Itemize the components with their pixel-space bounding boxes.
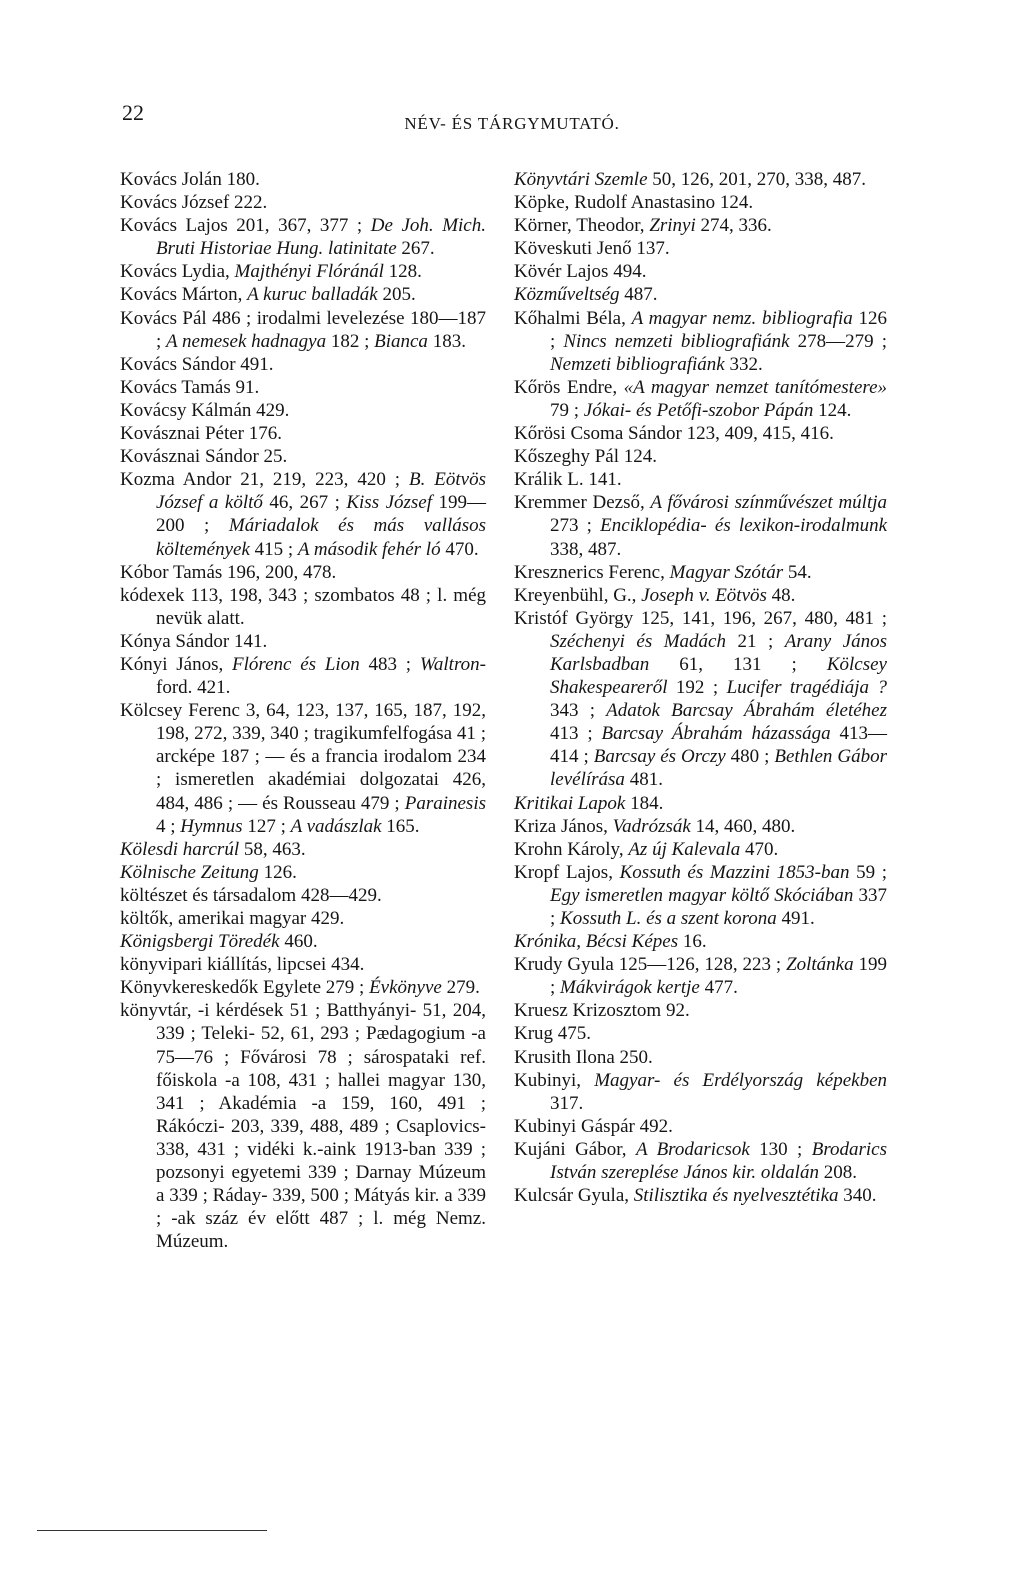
index-entry [514,861,887,930]
entry-text: Kubinyi Gáspár 492. [514,1115,673,1137]
entry-text: 205. [377,284,416,306]
entry-title-text: Nincs nemzeti bibliografiánk [563,330,790,352]
entry-title-text: Zoltánka [786,954,854,976]
entry-title-text: Joseph v. Eötvös [641,584,767,606]
entry-title-text: Könyvtári Szemle [514,169,648,190]
entry-title-text: Kiss József [346,492,432,514]
entry-text: Kujáni Gábor, [514,1138,636,1160]
entry-title-text: Jókai- és Petőfi-szobor Pápán [583,399,814,421]
entry-title-text: A nemesek hadnagya [166,330,327,352]
entry-text: Kövér Lajos 494. [514,261,647,283]
index-entry [120,838,486,861]
entry-text: 267. [396,238,435,260]
entry-text: 199—200 ; [156,492,486,537]
entry-title-text: Mákvirágok kertje [560,977,700,999]
index-entry [120,861,486,884]
index-entry [514,237,887,260]
entry-text: Kőhalmi Béla, [514,307,632,329]
entry-text: Kubinyi, [514,1069,595,1091]
entry-title-text: Kölcsey Shakespeareről [550,653,887,699]
entry-title-text: Arany János Karlsbadban [550,630,888,675]
entry-title-text: Kossuth és Mazzini 1853-ban [619,861,850,883]
index-entry [120,399,486,422]
index-entry [514,1046,887,1069]
index-entry [120,283,486,306]
entry-title-text: Stilisztika és nyelvesztétika [633,1185,839,1207]
entry-text: 21 ; [725,630,785,652]
entry-text: 477. [699,977,738,999]
index-entry [120,445,486,468]
index-entry [120,191,486,214]
entry-text: Kresznerics Ferenc, [514,561,670,583]
entry-text: 470. [440,538,479,560]
entry-text: Kőrösi Csoma Sándor 123, 409, 415, 416. [514,423,834,445]
entry-text: 61, 131 ; [649,653,827,675]
index-entry [514,376,887,422]
entry-text: Kovács Sándor 491. [120,353,274,375]
entry-text: 184. [625,792,664,814]
entry-text: Köpke, Rudolf Anastasino 124. [514,192,754,214]
index-entry [120,376,486,399]
entry-text: 54. [783,561,812,583]
entry-text: 50, 126, 201, 270, 338, 487. [647,169,867,190]
index-entry [120,653,486,699]
entry-text: Kreyenbühl, G., [514,584,642,606]
index-entry [514,307,887,376]
footer-rule [37,1530,267,1531]
entry-text: 199 ; [550,954,888,999]
index-entry [514,422,887,445]
entry-text: Kovács Lydia, [120,261,235,283]
entry-text: 208. [818,1162,857,1184]
entry-text: 48. [766,584,796,606]
entry-title-text: A második fehér ló [297,538,441,560]
entry-title-text: Parainesis [404,792,486,814]
entry-text: 279. [441,977,480,999]
entry-text: 487. [619,284,658,306]
entry-text: Kölcsey Ferenc 3, 64, 123, 137, 165, 187, 192, 198, 272, 339, 340 ; tragikumfelfogása 41 ; arcképe 187 ; — és a francia irodalom 234 ; ismeretlen akadémiai dolgozatai 426, 484, 486 ; — és Rousseau 479 ; [120,700,486,814]
entry-text: 124. [813,399,852,421]
entry-text: Kovács Jolán 180. [120,169,260,190]
entry-text: Krohn Károly, [514,838,629,860]
entry-text: 59 ; [849,861,888,883]
entry-title-text: Flórenc és Lion [232,653,360,675]
entry-text: 470. [740,838,779,860]
index-entry [514,214,887,237]
entry-title-text: Évkönyve [369,977,442,999]
entry-text: 491. [776,908,815,929]
index-entry [514,607,887,792]
entry-text: Kruesz Krizosztom 92. [514,1000,690,1022]
entry-text: könyvipari kiállítás, lipcsei 434. [120,954,365,976]
index-entry [514,468,887,491]
entry-title-text: Kritikai Lapok [514,792,626,814]
entry-title-text: Nemzeti bibliografiánk [550,353,725,375]
index-entry [120,699,486,838]
entry-text: 481. [624,769,663,791]
index-entry [120,260,486,283]
entry-text: 46, 267 ; [262,492,347,514]
entry-text: Könyvkereskedők Egylete 279 ; [120,977,370,999]
index-entry [514,999,887,1022]
entry-text: Kovács Pál 486 ; irodalmi levelezése 180—187 ; [120,307,486,352]
entry-text: 340. [838,1185,877,1207]
entry-title-text: A Brodaricsok [635,1138,750,1160]
entry-text: 182 ; [326,330,375,352]
index-entry [120,976,486,999]
index-entry [120,561,486,584]
entry-title-text: A magyar nemz. bibliografia [631,307,853,329]
index-entry [120,168,486,191]
entry-text: 483 ; [359,653,420,675]
entry-title-text: Zrinyi [649,215,696,237]
entry-title-text: Egy ismeretlen magyar költő Skóciában [550,884,854,906]
index-column-left [120,168,486,1253]
index-entry [514,1022,887,1045]
index-entry [120,468,486,560]
entry-text: Kropf Lajos, [514,861,620,883]
index-entry [514,1184,887,1207]
index-entry [514,191,887,214]
entry-text: 14, 460, 480. [690,815,796,837]
entry-title-text: Waltron [419,653,480,675]
index-entry [514,953,887,999]
entry-text: Kovács Márton, [120,284,248,306]
entry-text: 192 ; [667,677,727,699]
entry-title-text: «A magyar nemzet tanítómestere» [623,376,887,398]
entry-title-text: Hymnus [180,815,243,837]
entry-text: Kremmer Dezső, [514,492,651,514]
entry-text: Kónyi János, [120,653,233,675]
entry-text: Kozma Andor 21, 219, 223, 420 ; [120,469,409,491]
entry-text: 343 ; [550,700,607,722]
index-entry [120,214,486,260]
index-entry [120,999,486,1253]
entry-text: Kovács József 222. [120,192,268,214]
entry-title-text: Brodarics István szereplése János kir. oldalán [550,1138,888,1184]
index-entry [120,584,486,630]
entry-text: Kőszeghy Pál 124. [514,446,658,468]
entry-text: 338, 487. [550,538,622,560]
entry-text: 126. [258,861,297,883]
index-entry [120,630,486,653]
entry-text: 128. [383,261,422,283]
entry-text: 16. [678,931,707,953]
entry-text: Kriza János, [514,815,613,837]
entry-text: Kulcsár Gyula, [514,1185,634,1207]
index-entry [514,260,887,283]
index-entry [514,838,887,861]
entry-title-text: Magyar Szótár [669,561,784,583]
index-entry [120,907,486,930]
entry-text: 130 ; [749,1138,812,1160]
index-entry [514,445,887,468]
entry-title-text: Bethlen Gábor levélírása [550,746,888,791]
entry-text: Kovács Lajos 201, 367, 377 ; [120,215,371,237]
index-entry [514,283,887,306]
entry-text: 79 ; [550,399,584,421]
entry-text: 332. [724,353,763,375]
entry-text: Körner, Theodor, [514,215,650,237]
index-entry [514,168,887,191]
entry-title-text: Az új Kalevala [628,838,741,860]
entry-text: költők, amerikai magyar 429. [120,908,345,929]
index-entry [514,561,887,584]
entry-text: Kristóf György 125, 141, 196, 267, 480, 481 ; [514,607,887,629]
entry-text: 278—279 ; [789,330,887,352]
entry-text: Krug 475. [514,1023,592,1045]
entry-title-text: Kölesdi harcrúl [120,838,240,860]
entry-text: kódexek 113, 198, 343 ; szombatos 48 ; l. még nevük alatt. [120,584,486,629]
entry-title-text: A vadászlak [290,815,382,837]
entry-title-text: Barcsay Ábrahám házassága [601,723,831,745]
entry-title-text: Magyar- és Erdélyország képekben [594,1069,887,1091]
entry-title-text: Königsbergi Töredék [120,931,280,953]
entry-text: 273 ; [550,515,601,537]
index-entry [514,930,887,953]
entry-text: 413—414 ; [550,723,888,768]
entry-title-text: Kölnische Zeitung [120,861,259,883]
entry-title-text: De Joh. Mich. Bruti Historiae Hung. latinitate [156,215,486,260]
index-entry [120,953,486,976]
entry-text: Kovásznai Sándor 25. [120,446,288,468]
entry-text: 183. [427,330,466,352]
entry-text: 127 ; [242,815,291,837]
entry-text: Köveskuti Jenő 137. [514,238,670,260]
entry-title-text: Máriadalok és más vallásos költemények [156,515,487,560]
index-entry [514,1069,887,1115]
entry-text: Kovásznai Péter 176. [120,423,282,445]
page-number: 22 [122,100,144,125]
entry-text: 4 ; [156,815,181,837]
index-column-right [514,168,887,1207]
index-entry [120,307,486,353]
entry-text: Kőrös Endre, [514,376,624,398]
entry-text: Kovács Tamás 91. [120,376,260,398]
entry-text: Kóbor Tamás 196, 200, 478. [120,561,337,583]
entry-title-text: B. Eötvös József a költő [156,469,486,514]
entry-title-text: Majthényi Flóránál [234,261,384,283]
entry-text: 317. [550,1092,584,1114]
index-entry [514,792,887,815]
entry-title-text: Bianca [374,330,428,352]
entry-text: 460. [279,931,318,953]
index-entry [514,584,887,607]
entry-title-text: A kuruc balladák [247,284,378,306]
index-entry [120,884,486,907]
entry-text: 126 ; [550,307,888,352]
index-entry [120,930,486,953]
entry-text: 415 ; [249,538,298,560]
entry-title-text: Enciklopédia- és lexikon-irodalmunk [600,515,888,537]
entry-text: 165. [381,815,420,837]
index-entry [120,353,486,376]
entry-text: -ford. 421. [156,653,486,699]
entry-text: 58, 463. [239,838,306,860]
entry-title-text: Széchenyi és Madách [550,630,726,652]
entry-title-text: Közműveltség [514,284,620,306]
entry-title-text: Krónika, Bécsi Képes [514,931,679,953]
entry-text: 274, 336. [695,215,772,237]
entry-title-text: Kossuth L. és a szent korona [560,908,777,929]
index-entry [514,491,887,560]
entry-text: Krusith Ilona 250. [514,1046,653,1068]
entry-text: Krudy Gyula 125—126, 128, 223 ; [514,954,787,976]
entry-text: Kónya Sándor 141. [120,630,268,652]
entry-text: 413 ; [550,723,602,745]
entry-title-text: Vadrózsák [612,815,691,837]
entry-text: könyvtár, -i kérdések 51 ; Batthyányi- 51, 204, 339 ; Teleki- 52, 61, 293 ; Pædagogium -a 75—76 ; Fővárosi 78 ; sárospataki ref. főiskola -a 108, 431 ; hallei magyar 130, 341 ; Akadémia -a 159, 160, 491 ; Rákóczi- 203, 339, 488, 489 ; Csaplovics- 338, 431 ; vidéki k.-aink 1913-ban 339 ; pozsonyi egyetemi 339 ; Darnay Múzeum a 339 ; Ráday- 339, 500 ; Mátyás kir. a 339 ; -ak száz év előtt 487 ; l. még Nemz. Múzeum. [120,1000,486,1253]
entry-text: 480 ; [725,746,775,768]
entry-title-text: Lucifer tragédiája ? [726,677,887,699]
entry-title-text: A fővárosi színművészet múltja [650,492,887,514]
entry-text: költészet és társadalom 428—429. [120,884,382,906]
index-entry [120,422,486,445]
index-entry [514,815,887,838]
index-entry [514,1138,887,1184]
running-head: NÉV- ÉS TÁRGYMUTATÓ. [404,114,620,133]
entry-text: 337 ; [550,884,888,929]
entry-text: Kovácsy Kálmán 429. [120,399,290,421]
index-entry [514,1115,887,1138]
entry-title-text: Adatok Barcsay Ábrahám életéhez [606,700,887,722]
entry-text: Králik L. 141. [514,469,622,491]
entry-title-text: Barcsay és Orczy [593,746,726,768]
